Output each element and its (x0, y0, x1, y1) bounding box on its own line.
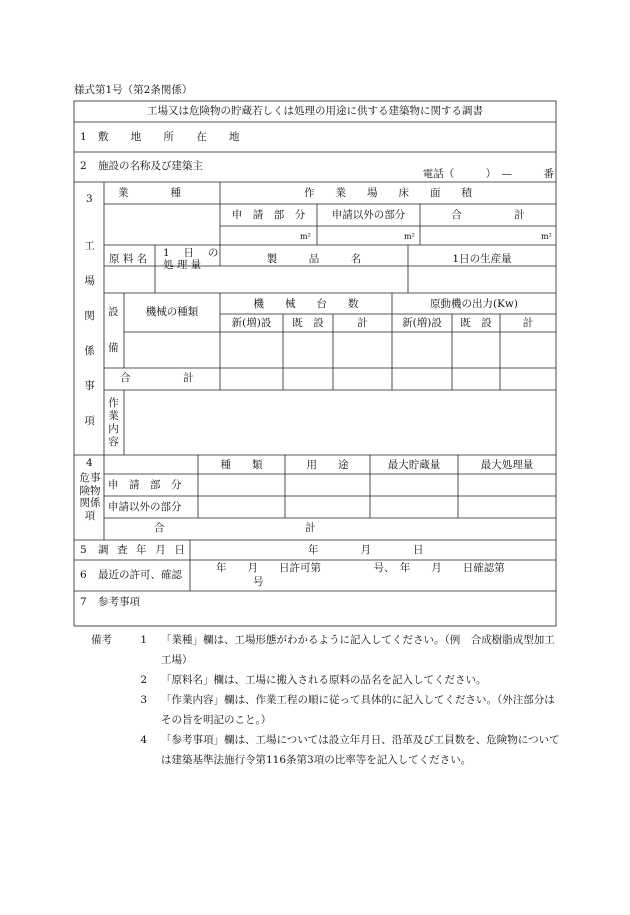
motor-existing-header: 既 設 (460, 317, 492, 329)
row2-number: 2 (80, 160, 87, 172)
survey-date-label: 調 査 年 月 日 (98, 544, 188, 556)
notes-section (91, 630, 561, 770)
equipment-label-1: 設 (108, 306, 119, 318)
hazmat-other-part-label: 申請以外の部分 (108, 501, 182, 513)
machine-existing-header: 既 設 (292, 317, 324, 329)
section3-vertical-5: 事 (84, 380, 95, 392)
notes-heading: 備考 (91, 634, 112, 646)
hazmat-apply-part-label: 申 請 部 分 (108, 479, 182, 491)
apply-part-header: 申 請 部 分 (231, 209, 306, 221)
product-name-header: 製 品 名 (266, 253, 362, 265)
daily-production-header: 1日の生産量 (452, 253, 512, 265)
note-item (91, 670, 561, 690)
note-item (91, 690, 561, 730)
note-text: 「原料名」欄は、工場に搬入される原料の品名を記入してください。 (161, 674, 487, 686)
form-title: 工場又は危険物の貯蔵若しくは処理の用途に供する建築物に関する調書 (147, 105, 483, 117)
equipment-label-2: 備 (108, 342, 119, 354)
daily-processing-header-2: 処 理 量 (163, 259, 202, 271)
section3-vertical-2: 場 (84, 275, 95, 287)
work-content-label: 作業内容 (108, 397, 119, 448)
unit-m2-2: m² (404, 232, 415, 241)
form-number-label: 様式第1号（第2条関係） (74, 84, 193, 96)
phone-label: 電話（ ） — 番 (422, 168, 554, 180)
motor-new-header: 新(増)設 (402, 317, 442, 329)
facility-owner-label: 施設の名称及び建築主 (98, 160, 203, 172)
note-number: 3 (140, 694, 147, 706)
max-processing-header: 最大処理量 (480, 459, 534, 471)
survey-date-value: 年 月 日 (308, 544, 424, 556)
note-item (91, 630, 561, 670)
note-text: 「作業内容」欄は、作業工程の順に従って具体的に記入してください。（外注部分はその旨を明記のこと。） (161, 694, 555, 726)
hazmat-total-label-b: 計 (305, 522, 316, 534)
note-text: 「参考事項」欄は、工場については設立年月日、沿革及び工員数を、危険物については建築基準法施行令第116条第3項の比率等を記入してください。 (161, 734, 560, 766)
equipment-total-label: 合 計 (120, 372, 194, 384)
note-text: 「業種」欄は、工場形態がわかるように記入してください。（例 合成樹脂成型加工工場） (161, 634, 555, 666)
floor-area-header: 作 業 場 床 面 積 (304, 187, 472, 199)
row6-number: 6 (80, 569, 87, 581)
note-number: 1 (140, 634, 147, 646)
total-header: 合 計 (451, 209, 525, 221)
note-item (91, 730, 561, 770)
section3-vertical-4: 係 (84, 345, 95, 357)
hazmat-kind-header: 種 類 (220, 459, 263, 471)
unit-m2-1: m² (300, 232, 311, 241)
remarks-label: 参考事項 (98, 596, 140, 608)
section4-number: 4 (86, 457, 93, 469)
industry-header: 業 種 (118, 187, 181, 199)
recent-permit-line1: 年 月 日許可第 号、 年 月 日確認第 (216, 562, 505, 574)
row7-number: 7 (80, 596, 87, 608)
daily-processing-header-1: 1 日 の (163, 247, 224, 259)
hazmat-label (76, 472, 104, 522)
machine-new-header: 新(増)設 (231, 317, 272, 329)
hazmat-use-header: 用 途 (306, 459, 349, 471)
machine-type-header: 機械の種類 (145, 306, 199, 318)
recent-permit-line2: 号 (253, 576, 264, 588)
other-part-header: 申請以外の部分 (331, 209, 406, 221)
row5-number: 5 (80, 544, 87, 556)
motor-sum-header: 計 (522, 317, 534, 329)
motor-output-header: 原動機の出力(Kw) (429, 298, 519, 310)
section3-vertical-1: 工 (84, 240, 95, 252)
raw-material-header: 原 料 名 (109, 253, 148, 265)
note-number: 4 (140, 734, 147, 746)
note-number: 2 (140, 674, 147, 686)
row1-number: 1 (80, 131, 87, 143)
hazmat-vertical-text: 危事険物関係項 (79, 472, 101, 522)
section3-number: 3 (86, 193, 93, 205)
max-storage-header: 最大貯蔵量 (387, 459, 441, 471)
section3-vertical-6: 項 (84, 415, 95, 427)
machine-sum-header: 計 (357, 317, 368, 329)
unit-m2-3: m² (541, 232, 552, 241)
recent-permit-label: 最近の許可、確認 (98, 569, 182, 581)
machine-count-header: 機 械 台 数 (253, 298, 359, 310)
site-location-label: 敷 地 所 在 地 (98, 131, 249, 143)
hazmat-total-label-a: 合 (154, 522, 165, 534)
section3-vertical-3: 関 (84, 310, 95, 322)
